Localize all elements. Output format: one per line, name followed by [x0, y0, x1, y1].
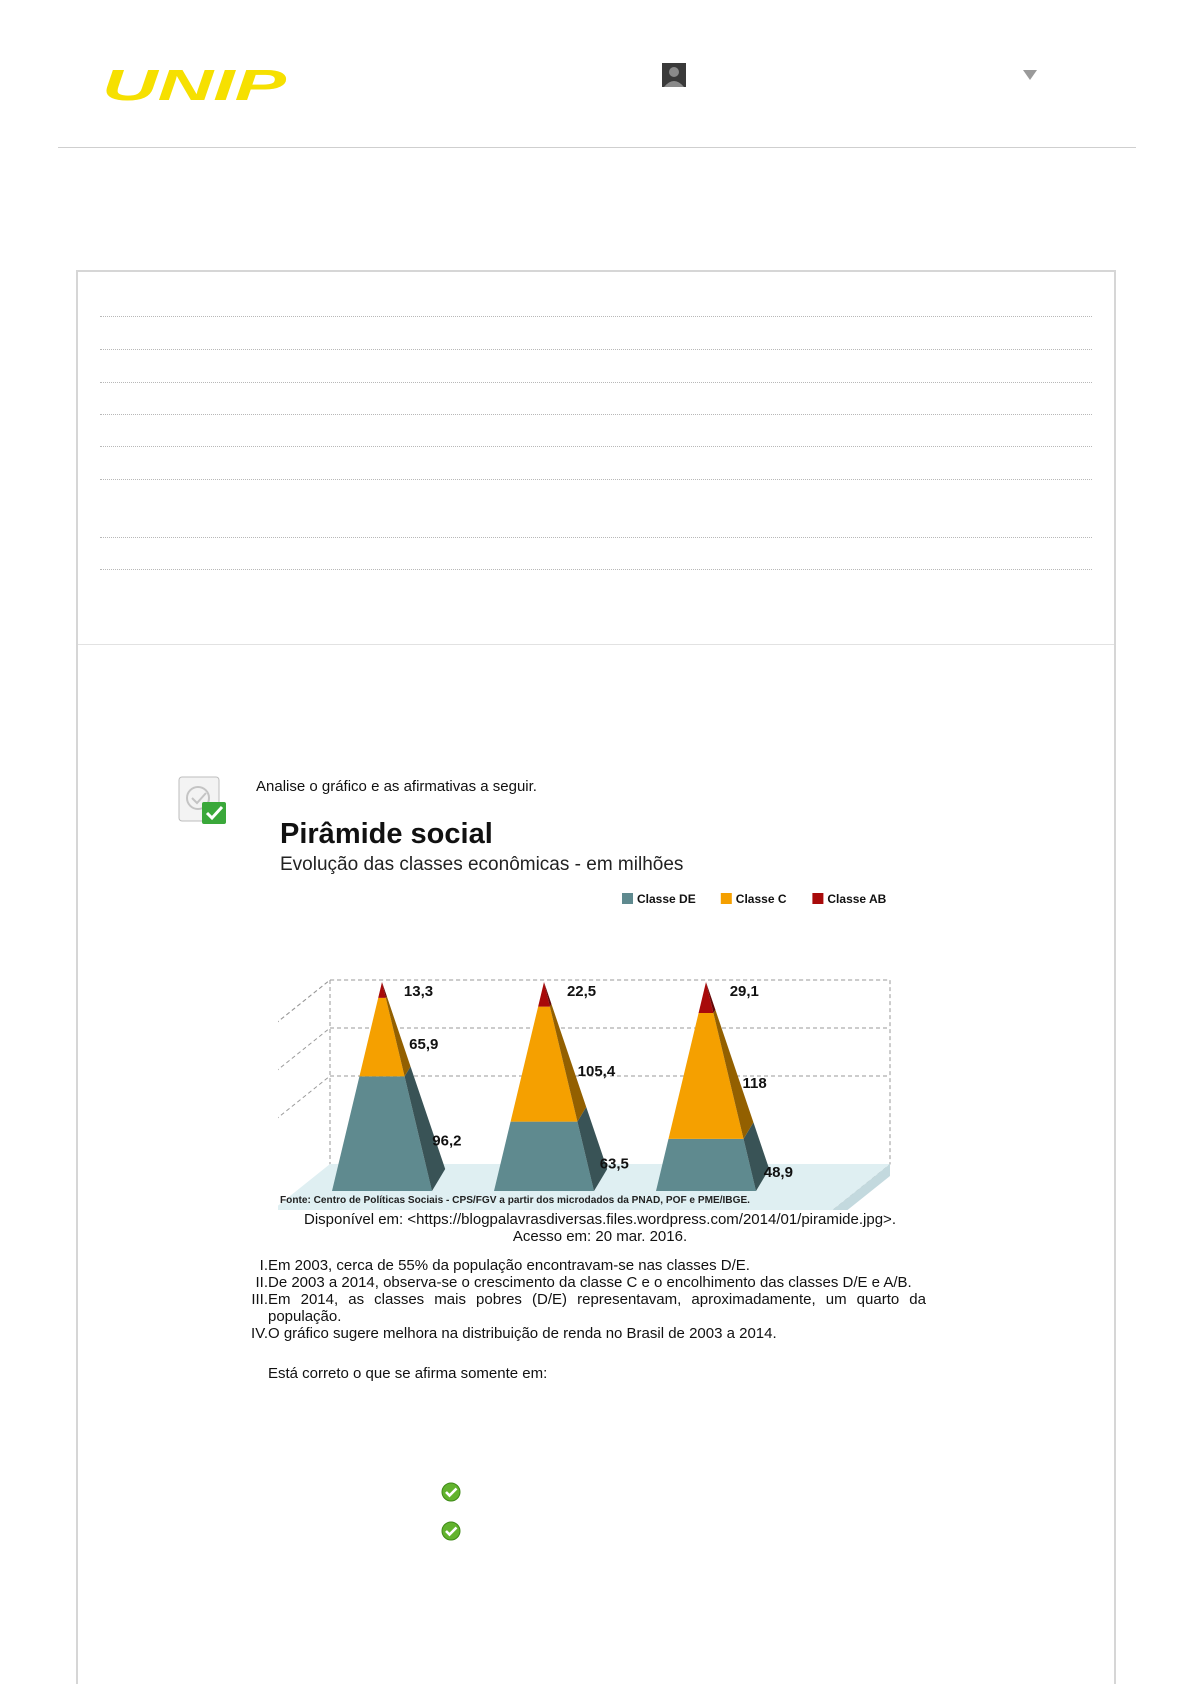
category-label: [530, 1209, 558, 1210]
divider: [100, 414, 1092, 415]
source-access-date: Acesso em: 20 mar. 2016.: [512, 1228, 688, 1245]
data-label: 29,1: [729, 983, 759, 1000]
pyramid-chart: [278, 810, 898, 1210]
divider: [100, 349, 1092, 350]
category-label: [368, 1209, 397, 1210]
data-label: 105,4: [577, 1063, 616, 1081]
legend-swatch: [622, 893, 633, 904]
legend-label: Classe AB: [827, 892, 887, 906]
category-label: [692, 1209, 722, 1210]
statement-item: [246, 1274, 926, 1291]
question-status-icon: [178, 776, 228, 826]
legend-swatch: [721, 893, 732, 904]
divider: [100, 479, 1092, 480]
data-label: 48,9: [763, 1163, 793, 1181]
data-label: 63,5: [599, 1155, 629, 1173]
legend-label: Classe DE: [637, 892, 696, 906]
statement-item: [246, 1257, 926, 1274]
statement-number: I.: [259, 1257, 268, 1274]
divider: [100, 569, 1092, 570]
logo-text: UNIP: [102, 62, 288, 106]
legend-label: Classe C: [735, 892, 787, 906]
header: [0, 0, 1190, 150]
statement-text: Em 2014, as classes mais pobres (D/E) representavam, aproximadamente, um quarto da população.: [268, 1291, 926, 1325]
question-intro: Analise o gráfico e as afirmativas a seguir.: [256, 778, 537, 795]
divider: [100, 446, 1092, 447]
data-label: 96,2: [432, 1132, 462, 1150]
image-source: [280, 1211, 920, 1245]
correct-check-icon: [441, 1521, 461, 1541]
divider: [100, 537, 1092, 538]
header-divider: [58, 147, 1136, 148]
user-avatar-icon[interactable]: [662, 63, 686, 87]
data-label: 65,9: [409, 1036, 439, 1054]
legend-swatch: [812, 893, 823, 904]
grid-line: [278, 980, 330, 1028]
chart-title: Pirâmide social: [280, 818, 493, 850]
statement-item: [246, 1325, 926, 1342]
chart-subtitle: Evolução das classes econômicas - em milhões: [280, 854, 684, 875]
data-label: 118: [742, 1074, 767, 1092]
statement-text: O gráfico sugere melhora na distribuição de renda no Brasil de 2003 a 2014.: [268, 1325, 777, 1342]
correct-check-icon: [441, 1482, 461, 1502]
unip-logo[interactable]: [100, 62, 290, 106]
divider: [100, 382, 1092, 383]
divider: [100, 316, 1092, 317]
source-url: Disponível em: <https://blogpalavrasdiversas.files.wordpress.com/2014/01/piramide.jpg>.: [304, 1211, 896, 1228]
chart-source: Fonte: Centro de Políticas Sociais - CPS/FGV a partir dos microdados da PNAD, POF e PME/IBGE.: [280, 1195, 751, 1206]
question-prompt: Está correto o que se afirma somente em:: [268, 1365, 548, 1382]
data-label: 22,5: [566, 983, 597, 1000]
statement-text: Em 2003, cerca de 55% da população encontravam-se nas classes D/E.: [268, 1257, 750, 1274]
caret-down-icon[interactable]: [1023, 70, 1037, 80]
statements-list: [246, 1257, 926, 1342]
statement-number: II.: [255, 1274, 268, 1291]
chart-legend: [622, 892, 887, 906]
pyramid-segment-front: [494, 1122, 594, 1191]
statement-number: III.: [251, 1291, 268, 1308]
grid-line: [278, 1076, 330, 1124]
grid-line: [278, 1028, 330, 1076]
statement-text: De 2003 a 2014, observa-se o crescimento da classe C e o encolhimento das classes D/E e A/B.: [268, 1274, 912, 1291]
chart-marks: [332, 982, 793, 1210]
pyramid-segment-front: [656, 1139, 756, 1191]
statement-item: [246, 1291, 926, 1325]
data-label: 13,3: [403, 983, 434, 1000]
summary-box: [78, 272, 1114, 645]
statement-number: IV.: [251, 1325, 268, 1342]
